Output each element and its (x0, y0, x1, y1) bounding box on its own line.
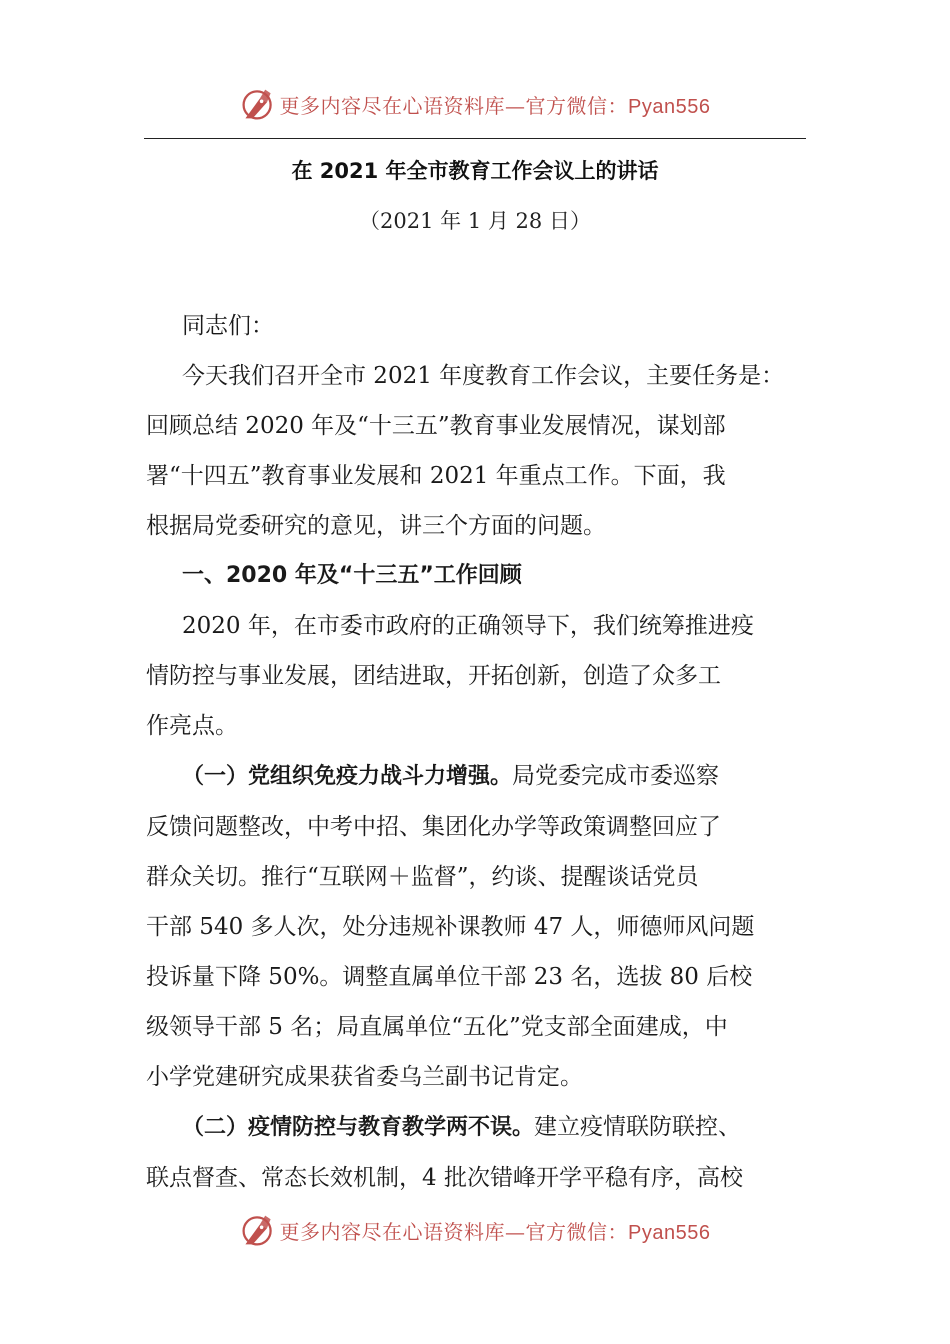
paragraph-review (146, 601, 810, 751)
greeting (146, 301, 810, 351)
greeting-line: 同志们： (182, 313, 274, 339)
paragraph-line: 根据局党委研究的意见，讲三个方面的问题。 (146, 513, 606, 539)
banner-wechat-id: Pyan556 (628, 1221, 711, 1244)
section-heading (146, 551, 810, 601)
paragraph-line: 作亮点。 (146, 713, 238, 739)
paragraph-line: 群众关切。推行“互联网＋监督”，约谈、提醒谈话党员 (146, 864, 699, 890)
paragraph-line: 联点督查、常态长效机制，4 批次错峰开学平稳有序，高校 (146, 1165, 743, 1191)
pen-nib-logo-icon (240, 1212, 276, 1248)
pen-nib-logo-icon (240, 86, 276, 122)
paragraph-line: 情防控与事业发展，团结进取，开拓创新，创造了众多工 (146, 663, 721, 689)
document-title: 在 2021 年全市教育工作会议上的讲话 (291, 159, 659, 183)
paragraph-line (146, 751, 810, 802)
paragraph-line: 2020 年，在市委市政府的正确领导下，我们统筹推进疫 (182, 613, 754, 639)
sub1-lead: 局党委完成市委巡察 (512, 763, 720, 789)
paragraph-line: 投诉量下降 50%。调整直属单位干部 23 名，选拔 80 后校 (146, 964, 753, 990)
banner-text: 更多内容尽在心语资料库—官方微信： (279, 93, 629, 118)
paragraph-line: 署“十四五”教育事业发展和 2021 年重点工作。下面，我 (146, 463, 726, 489)
section-heading-text: 一、2020 年及“十三五”工作回顾 (182, 563, 522, 588)
sub2-lead: 建立疫情联防联控、 (534, 1114, 742, 1140)
sub1-heading: （一）党组织免疫力战斗力增强。 (182, 764, 513, 789)
header-rule (144, 138, 806, 139)
document-date: （2021 年 1 月 28 日） (359, 209, 591, 233)
paragraph-intro (146, 351, 810, 551)
paragraph-sub1 (146, 751, 810, 1102)
paragraph-line: 级领导干部 5 名；局直属单位“五化”党支部全面建成，中 (146, 1014, 728, 1040)
paragraph-line: 小学党建研究成果获省委乌兰副书记肯定。 (146, 1064, 583, 1090)
paragraph-line (146, 1102, 810, 1153)
header-banner (0, 84, 950, 124)
paragraph-line: 干部 540 多人次，处分违规补课教师 47 人，师德师风问题 (146, 914, 755, 940)
paragraph-sub2 (146, 1102, 810, 1203)
banner-text: 更多内容尽在心语资料库—官方微信： (279, 1219, 629, 1244)
paragraph-line: 今天我们召开全市 2021 年度教育工作会议，主要任务是： (182, 363, 785, 389)
document-body (146, 301, 810, 1203)
footer-banner (0, 1210, 950, 1250)
paragraph-line: 反馈问题整改，中考中招、集团化办学等政策调整回应了 (146, 814, 721, 840)
banner-wechat-id: Pyan556 (628, 95, 711, 118)
sub2-heading: （二）疫情防控与教育教学两不误。 (182, 1115, 535, 1140)
paragraph-line: 回顾总结 2020 年及“十三五”教育事业发展情况，谋划部 (146, 413, 726, 439)
